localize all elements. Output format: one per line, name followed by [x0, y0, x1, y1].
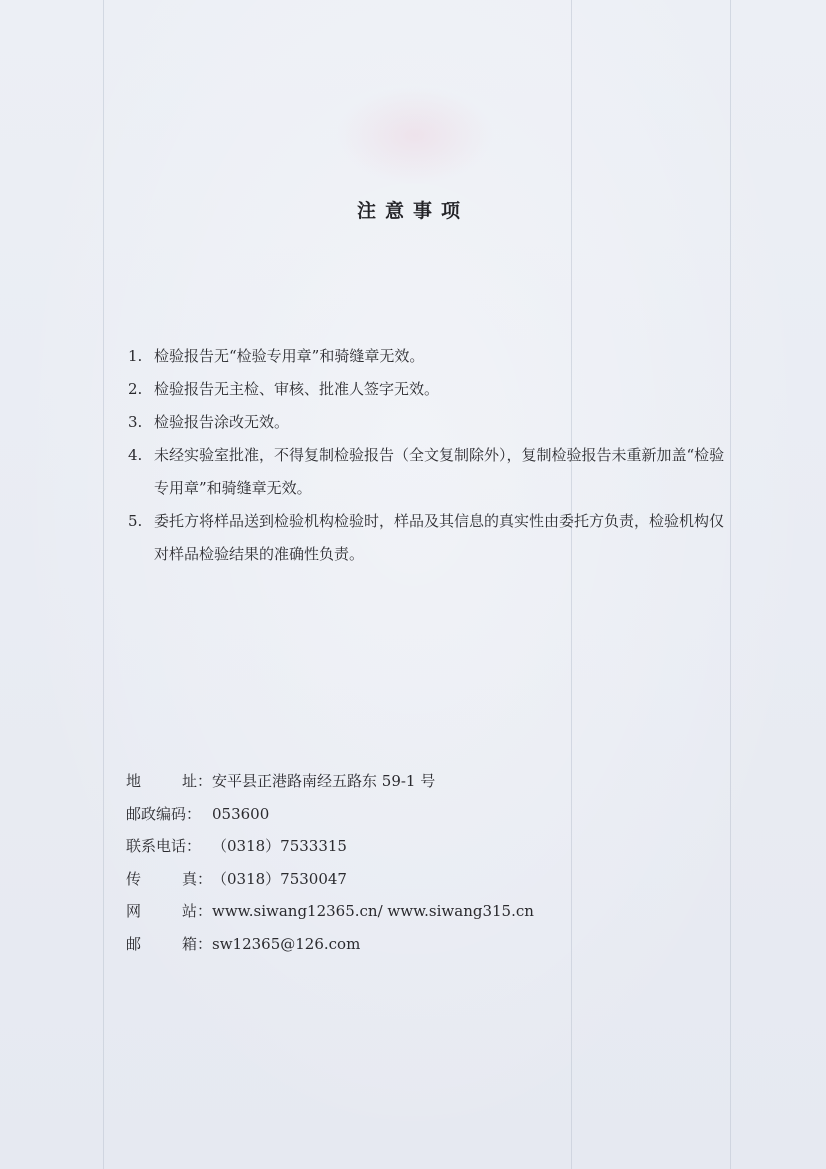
label-char: 站： [181, 902, 212, 921]
contact-phone-label [126, 830, 212, 863]
contact-website [126, 895, 534, 928]
list-item-number: 2. [128, 380, 143, 398]
contact-block [126, 765, 534, 961]
contact-address [126, 765, 534, 798]
fold-line [103, 0, 104, 1169]
contact-fax [126, 863, 534, 896]
contact-email-value: sw12365@126.com [212, 934, 361, 953]
contact-postcode-value: 053600 [212, 804, 270, 823]
fold-line [571, 0, 572, 1169]
label-text: 邮政编码： [126, 804, 202, 823]
paper-stain [335, 85, 495, 185]
contact-email-label [126, 928, 212, 961]
list-item [128, 505, 728, 571]
list-item [128, 340, 728, 373]
contact-website-label [126, 895, 212, 928]
label-char: 箱： [181, 934, 212, 953]
list-item-number: 5. [128, 512, 143, 530]
list-item [128, 406, 728, 439]
contact-postcode-label [126, 798, 212, 831]
contact-fax-value: （0318）7530047 [212, 869, 347, 888]
contact-phone-value: （0318）7533315 [212, 837, 347, 856]
contact-fax-label [126, 863, 212, 896]
list-item [128, 439, 728, 505]
contact-address-value: 安平县正港路南经五路东 59-1 号 [212, 772, 436, 790]
list-item-text: 委托方将样品送到检验机构检验时，样品及其信息的真实性由委托方负责，检验机构仅对样品检验结果的准确性负责。 [154, 512, 725, 563]
list-item-number: 3. [128, 413, 143, 431]
page-title: 注意事项 [356, 200, 469, 222]
label-text: 联系电话： [126, 837, 202, 856]
label-char: 真： [181, 869, 212, 888]
notice-list [128, 340, 728, 571]
list-item-number: 4. [128, 446, 143, 464]
label-char: 网 [126, 902, 142, 921]
contact-address-label [126, 765, 212, 798]
label-char: 地 [126, 772, 142, 790]
contact-email [126, 928, 534, 961]
list-item-number: 1. [128, 347, 143, 365]
list-item [128, 373, 728, 406]
list-item-text: 未经实验室批准，不得复制检验报告（全文复制除外），复制检验报告未重新加盖“检验专用章”和骑缝章无效。 [154, 446, 725, 497]
label-char: 址： [181, 772, 212, 790]
contact-postcode [126, 798, 534, 831]
label-char: 邮 [126, 934, 142, 953]
label-char: 传 [126, 869, 142, 888]
contact-website-value: www.siwang12365.cn/ www.siwang315.cn [212, 902, 534, 921]
list-item-text: 检验报告涂改无效。 [154, 413, 290, 431]
list-item-text: 检验报告无主检、审核、批准人签字无效。 [154, 380, 440, 398]
contact-phone [126, 830, 534, 863]
fold-line [730, 0, 731, 1169]
list-item-text: 检验报告无“检验专用章”和骑缝章无效。 [154, 347, 425, 365]
